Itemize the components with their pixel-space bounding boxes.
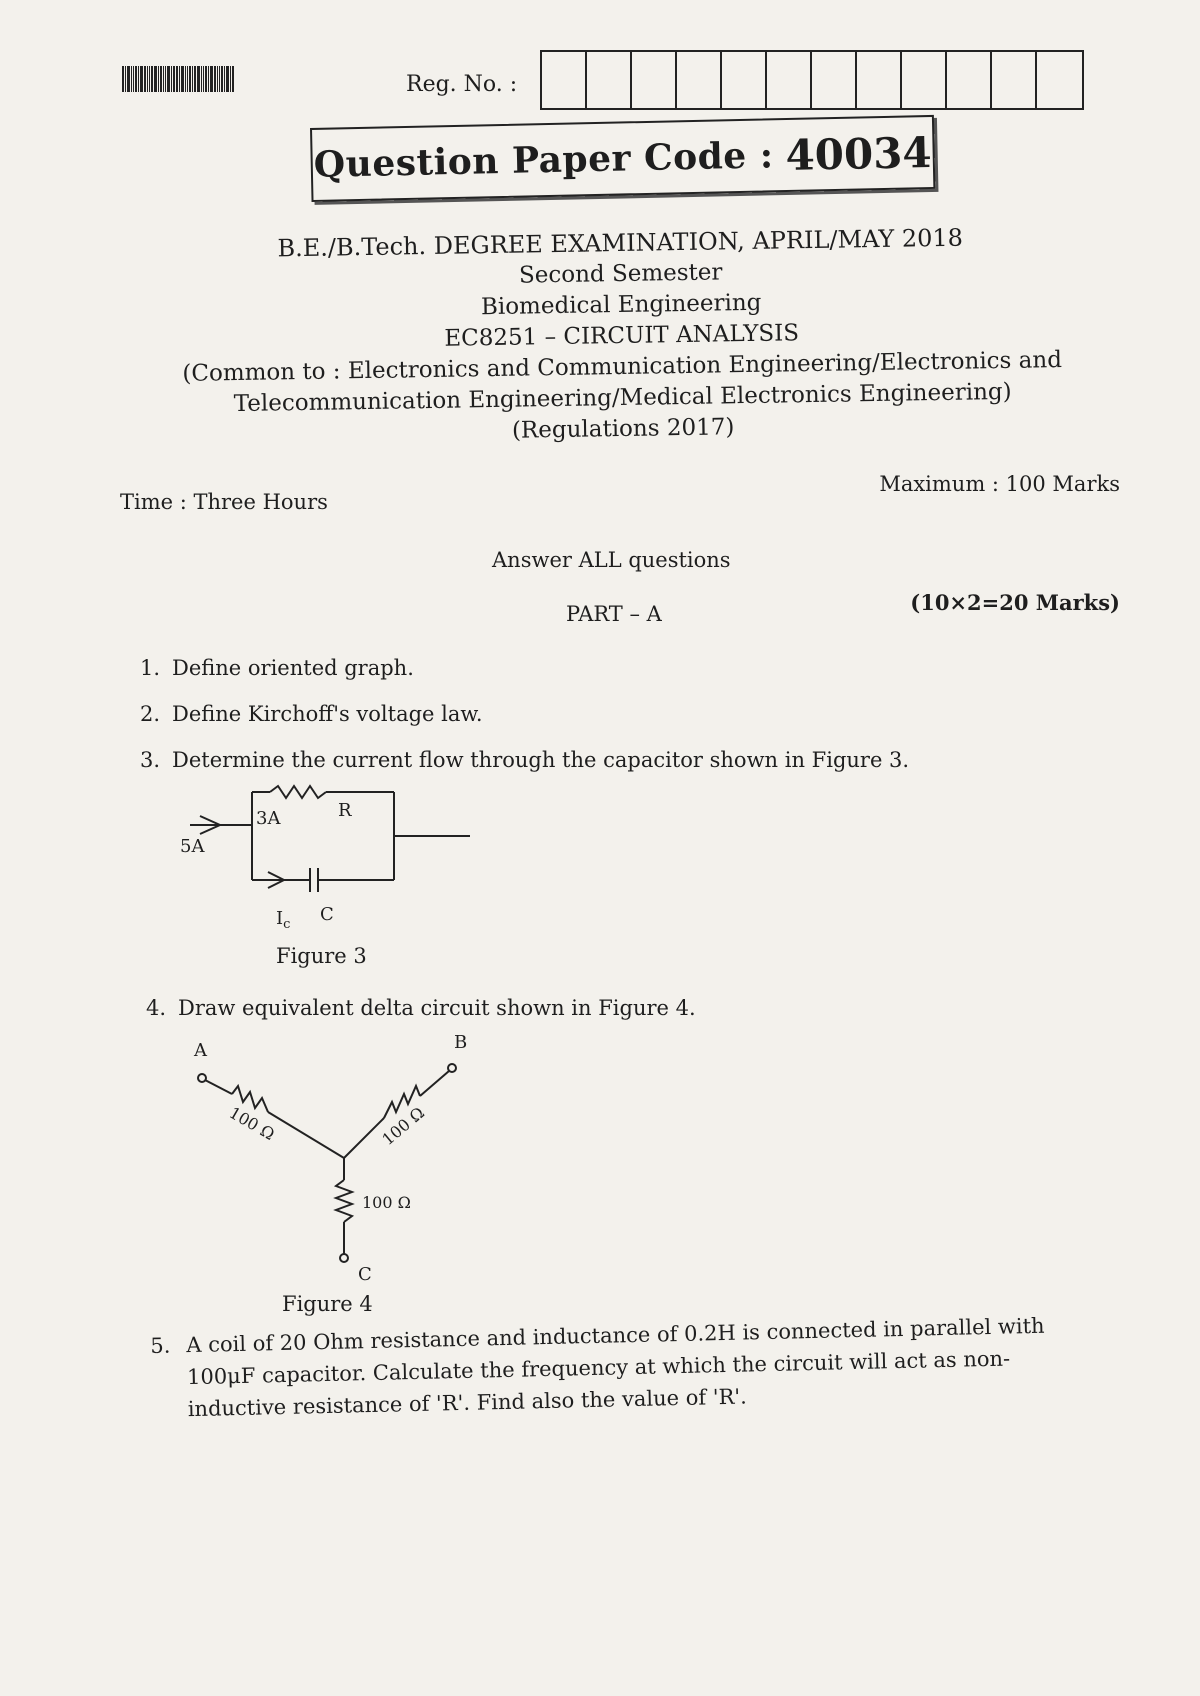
exam-header [150, 221, 1093, 453]
question-paper-code: 40034 [784, 127, 933, 180]
barcode-stripe [149, 66, 150, 92]
barcode-stripe [194, 66, 196, 92]
reg-no-digit-box[interactable] [542, 52, 587, 108]
branch: Biomedical Engineering [480, 289, 762, 321]
question-2 [140, 702, 483, 726]
barcode-stripe [205, 66, 207, 92]
barcode-stripe [133, 66, 134, 92]
reg-no-boxes[interactable] [540, 50, 1084, 110]
figure-3-caption: Figure 3 [276, 944, 367, 968]
barcode-stripe [173, 66, 175, 92]
capacitor-current-label [276, 908, 290, 932]
resistor-c-label: 100 Ω [362, 1193, 411, 1212]
barcode-stripe [125, 66, 126, 92]
barcode-stripe [203, 66, 204, 92]
part-title: PART – A [566, 602, 662, 626]
barcode-stripe [210, 66, 213, 92]
reg-no-digit-box[interactable] [1037, 52, 1082, 108]
question-number: 2. [140, 702, 161, 726]
question-number: 1. [140, 656, 161, 680]
question-5 [150, 1308, 1102, 1426]
question-number: 3. [140, 748, 161, 772]
figure-4-star-circuit [180, 1034, 500, 1288]
figure-3-circuit [180, 780, 500, 940]
reg-no-digit-box[interactable] [632, 52, 677, 108]
barcode-stripe [221, 66, 223, 92]
barcode-stripe [122, 66, 124, 92]
exam-duration: Time : Three Hours [120, 490, 328, 514]
capacitor-current-symbol: I [276, 908, 284, 929]
barcode-stripe [140, 66, 143, 92]
branch-current-label: 3A [256, 808, 281, 829]
node-b-label: B [454, 1034, 468, 1053]
question-number: 5. [150, 1333, 171, 1358]
reg-no-digit-box[interactable] [722, 52, 767, 108]
question-1 [140, 656, 414, 680]
capacitor-label: C [320, 904, 334, 925]
barcode-stripe [165, 66, 166, 92]
barcode-stripe [214, 66, 216, 92]
barcode-stripe [208, 66, 209, 92]
barcode-stripe [217, 66, 218, 92]
capacitor-current-subscript: c [283, 917, 291, 932]
barcode-stripe [197, 66, 200, 92]
barcode-stripe [154, 66, 157, 92]
barcode-stripe [226, 66, 229, 92]
barcode-stripe [224, 66, 225, 92]
resistor-b-label: 100 Ω [378, 1103, 429, 1150]
regulations: (Regulations 2017) [511, 414, 735, 444]
common-to-line-1: (Common to : Electronics and Communication Engineering/Electronics and [182, 347, 1063, 387]
barcode-stripe [219, 66, 220, 92]
question-paper-code-box [310, 115, 935, 202]
question-text: Determine the current flow through the capacitor shown in Figure 3. [172, 748, 910, 772]
node-a-label: A [194, 1040, 207, 1061]
question-text: Define oriented graph. [172, 656, 414, 680]
question-paper-code-label: Question Paper Code : [313, 134, 774, 186]
barcode-stripe [160, 66, 162, 92]
question-text: Draw equivalent delta circuit shown in Figure 4. [178, 996, 696, 1020]
resistor-a-label: 100 Ω [226, 1103, 278, 1144]
figure-4-caption: Figure 4 [282, 1292, 373, 1316]
question-3 [140, 748, 909, 772]
reg-no-digit-box[interactable] [992, 52, 1037, 108]
barcode-stripe [167, 66, 170, 92]
barcode-stripe [232, 66, 234, 92]
reg-no-digit-box[interactable] [857, 52, 902, 108]
barcode [122, 66, 235, 92]
resistor-label: R [338, 800, 352, 821]
reg-no-digit-box[interactable] [587, 52, 632, 108]
barcode-stripe [192, 66, 193, 92]
barcode-stripe [201, 66, 202, 92]
question-text: Define Kirchoff's voltage law. [172, 702, 483, 726]
barcode-stripe [131, 66, 132, 92]
reg-no-digit-box[interactable] [902, 52, 947, 108]
question-4 [146, 996, 696, 1020]
source-current-label: 5A [180, 836, 205, 857]
subject: EC8251 – CIRCUIT ANALYSIS [444, 320, 800, 352]
reg-no-digit-box[interactable] [812, 52, 857, 108]
semester: Second Semester [518, 259, 723, 289]
maximum-marks: Maximum : 100 Marks [879, 472, 1120, 496]
common-to-line-2: Telecommunication Engineering/Medical Electronics Engineering) [233, 378, 1012, 418]
question-text: A coil of 20 Ohm resistance and inductance of 0.2H is connected in parallel with 100μF capacitor. Calculate the frequency at which the circuit will act as non-inductive resistance of 'R'. Find also the value of 'R'. [186, 1313, 1045, 1422]
barcode-stripe [138, 66, 139, 92]
node-c-label: C [358, 1264, 372, 1285]
part-marks: (10×2=20 Marks) [910, 590, 1120, 615]
reg-no-digit-box[interactable] [677, 52, 722, 108]
reg-no-digit-box[interactable] [947, 52, 992, 108]
barcode-stripe [127, 66, 130, 92]
barcode-stripe [230, 66, 231, 92]
reg-no-label: Reg. No. : [406, 72, 518, 97]
barcode-stripe [158, 66, 159, 92]
barcode-stripe [147, 66, 148, 92]
barcode-stripe [151, 66, 153, 92]
barcode-stripe [179, 66, 180, 92]
barcode-stripe [144, 66, 146, 92]
instruction: Answer ALL questions [492, 548, 731, 572]
question-number: 4. [146, 996, 167, 1020]
barcode-stripe [187, 66, 188, 92]
exam-title: B.E./B.Tech. DEGREE EXAMINATION, APRIL/MAY 2018 [277, 223, 964, 263]
barcode-stripe [189, 66, 191, 92]
barcode-stripe [163, 66, 164, 92]
barcode-stripe [171, 66, 172, 92]
barcode-stripe [135, 66, 137, 92]
reg-no-digit-box[interactable] [767, 52, 812, 108]
barcode-stripe [185, 66, 186, 92]
barcode-stripe [181, 66, 184, 92]
barcode-stripe [176, 66, 178, 92]
